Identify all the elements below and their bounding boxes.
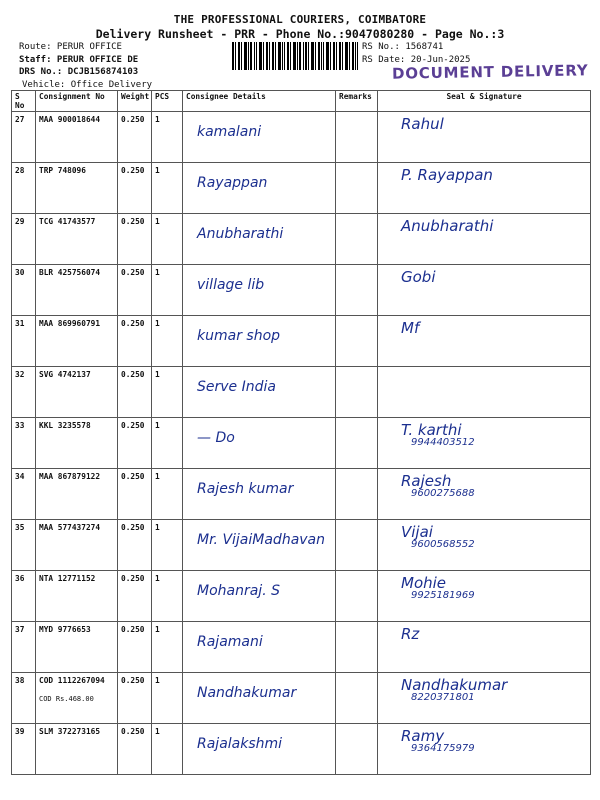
table-row: [12, 316, 591, 367]
cell-consignment: MAA 900018644: [36, 112, 118, 163]
cell-weight: 0.250: [118, 622, 152, 673]
col-header-pcs: PCS: [152, 91, 183, 112]
cell-pcs: 1: [152, 673, 183, 724]
signature-text: Ramy: [401, 727, 445, 745]
cell-signature: [378, 520, 591, 571]
cell-remarks: [336, 418, 378, 469]
cell-remarks: [336, 571, 378, 622]
runsheet-info-left: [19, 41, 152, 91]
cell-weight: 0.250: [118, 571, 152, 622]
cell-sno: 36: [12, 571, 36, 622]
cell-consignee: kumar shop: [183, 316, 336, 367]
drs-number: DRS No.: DCJB156874103: [19, 67, 139, 77]
table-row: [12, 622, 591, 673]
cell-remarks: [336, 112, 378, 163]
cell-signature: [378, 316, 591, 367]
cell-signature: [378, 112, 591, 163]
cell-weight: 0.250: [118, 163, 152, 214]
cell-sno: 30: [12, 265, 36, 316]
cell-consignment: TRP 748096: [36, 163, 118, 214]
cell-weight: 0.250: [118, 316, 152, 367]
consignment-number: COD 1112267094: [39, 676, 105, 685]
cell-consignee: Rayappan: [183, 163, 336, 214]
document-delivery-stamp: DOCUMENT DELIVERY: [391, 61, 589, 83]
cell-consignee: Mr. VijaiMadhavan: [183, 520, 336, 571]
cell-signature: [378, 367, 591, 418]
signature-phone: 9364175979: [411, 743, 475, 754]
cell-signature: [378, 418, 591, 469]
cell-remarks: [336, 673, 378, 724]
table-row: [12, 724, 591, 775]
cell-consignment: SVG 4742137: [36, 367, 118, 418]
cell-pcs: 1: [152, 214, 183, 265]
cell-sno: 33: [12, 418, 36, 469]
table-row: [12, 673, 591, 724]
cell-consignee: Nandhakumar: [183, 673, 336, 724]
signature-text: Rajesh: [401, 472, 452, 490]
cell-consignment: MAA 869960791: [36, 316, 118, 367]
signature-text: Vijai: [401, 523, 433, 541]
signature-text: T. karthi: [401, 421, 462, 439]
cell-signature: [378, 265, 591, 316]
col-header-consignee: Consignee Details: [183, 91, 336, 112]
cell-consignee: village lib: [183, 265, 336, 316]
cell-consignment: MYD 9776653: [36, 622, 118, 673]
table-row: [12, 163, 591, 214]
cell-consignee: — Do: [183, 418, 336, 469]
cell-weight: 0.250: [118, 367, 152, 418]
cell-consignment: SLM 372273165: [36, 724, 118, 775]
signature-text: Rahul: [401, 115, 444, 133]
company-title: THE PROFESSIONAL COURIERS, COIMBATORE: [173, 13, 427, 26]
cell-pcs: 1: [152, 418, 183, 469]
cell-remarks: [336, 469, 378, 520]
cod-amount: COD Rs.468.00: [39, 695, 94, 703]
cell-sno: 32: [12, 367, 36, 418]
cell-remarks: [336, 214, 378, 265]
cell-weight: 0.250: [118, 469, 152, 520]
cell-consignment: MAA 577437274: [36, 520, 118, 571]
signature-phone: 8220371801: [411, 692, 475, 703]
cell-sno: 31: [12, 316, 36, 367]
runsheet-subtitle: Delivery Runsheet - PRR - Phone No.:9047080280 - Page No.:3: [95, 27, 505, 41]
cell-weight: 0.250: [118, 214, 152, 265]
signature-text: Mf: [401, 319, 420, 337]
signature-phone: 9600568552: [411, 539, 475, 550]
cell-consignment: NTA 12771152: [36, 571, 118, 622]
cell-signature: [378, 214, 591, 265]
signature-text: Rz: [401, 625, 420, 643]
cell-signature: [378, 469, 591, 520]
table-row: [12, 418, 591, 469]
cell-sno: 39: [12, 724, 36, 775]
signature-text: P. Rayappan: [401, 166, 493, 184]
vehicle-label: Vehicle: Office Delivery: [22, 79, 153, 90]
cell-consignment: MAA 867879122: [36, 469, 118, 520]
signature-text: Mohie: [401, 574, 447, 592]
cell-pcs: 1: [152, 316, 183, 367]
cell-signature: [378, 163, 591, 214]
barcode-icon: [232, 42, 358, 70]
table-body: [12, 112, 591, 775]
table-row: [12, 367, 591, 418]
signature-text: Anubharathi: [401, 217, 494, 235]
cell-weight: 0.250: [118, 724, 152, 775]
cell-pcs: 1: [152, 265, 183, 316]
cell-weight: 0.250: [118, 418, 152, 469]
cell-consignee: Serve India: [183, 367, 336, 418]
cell-signature: [378, 571, 591, 622]
col-header-sno: S No: [12, 91, 36, 112]
cell-consignee: Rajalakshmi: [183, 724, 336, 775]
cell-consignment: TCG 41743577: [36, 214, 118, 265]
runsheet-table: [11, 90, 591, 775]
cell-consignee: Rajesh kumar: [183, 469, 336, 520]
cell-consignment: KKL 3235578: [36, 418, 118, 469]
cell-sno: 37: [12, 622, 36, 673]
cell-pcs: 1: [152, 469, 183, 520]
cell-weight: 0.250: [118, 673, 152, 724]
route-label: Route: PERUR OFFICE: [19, 42, 122, 52]
cell-sno: 38: [12, 673, 36, 724]
cell-signature: [378, 622, 591, 673]
cell-pcs: 1: [152, 367, 183, 418]
staff-label: Staff: PERUR OFFICE DE: [19, 54, 139, 65]
table-row: [12, 571, 591, 622]
col-header-weight: Weight: [118, 91, 152, 112]
cell-remarks: [336, 163, 378, 214]
cell-pcs: 1: [152, 163, 183, 214]
cell-pcs: 1: [152, 112, 183, 163]
cell-remarks: [336, 316, 378, 367]
cell-weight: 0.250: [118, 112, 152, 163]
cell-remarks: [336, 367, 378, 418]
signature-phone: 9925181969: [411, 590, 475, 601]
cell-pcs: 1: [152, 520, 183, 571]
cell-sno: 34: [12, 469, 36, 520]
col-header-remarks: Remarks: [336, 91, 378, 112]
cell-consignment: [36, 673, 118, 724]
table-row: [12, 520, 591, 571]
cell-pcs: 1: [152, 724, 183, 775]
rs-number: RS No.: 1568741: [362, 42, 444, 52]
cell-consignee: kamalani: [183, 112, 336, 163]
cell-pcs: 1: [152, 622, 183, 673]
cell-consignee: Mohanraj. S: [183, 571, 336, 622]
table-row: [12, 265, 591, 316]
cell-sno: 29: [12, 214, 36, 265]
cell-remarks: [336, 724, 378, 775]
runsheet-info-right: [362, 41, 470, 66]
cell-remarks: [336, 622, 378, 673]
cell-remarks: [336, 520, 378, 571]
cell-sno: 27: [12, 112, 36, 163]
cell-signature: [378, 673, 591, 724]
cell-remarks: [336, 265, 378, 316]
signature-phone: 9944403512: [411, 437, 475, 448]
cell-weight: 0.250: [118, 265, 152, 316]
cell-sno: 28: [12, 163, 36, 214]
cell-signature: [378, 724, 591, 775]
signature-text: Nandhakumar: [401, 676, 508, 694]
signature-phone: 9600275688: [411, 488, 475, 499]
table-header-row: [12, 91, 591, 112]
cell-consignee: Anubharathi: [183, 214, 336, 265]
cell-weight: 0.250: [118, 520, 152, 571]
table-row: [12, 214, 591, 265]
cell-pcs: 1: [152, 571, 183, 622]
cell-consignee: Rajamani: [183, 622, 336, 673]
cell-consignment: BLR 425756074: [36, 265, 118, 316]
rs-date: RS Date: 20-Jun-2025: [362, 54, 471, 65]
table-row: [12, 112, 591, 163]
col-header-signature: Seal & Signature: [378, 91, 591, 112]
col-header-consignment: Consignment No: [36, 91, 118, 112]
table-row: [12, 469, 591, 520]
signature-text: Gobi: [401, 268, 436, 286]
cell-sno: 35: [12, 520, 36, 571]
